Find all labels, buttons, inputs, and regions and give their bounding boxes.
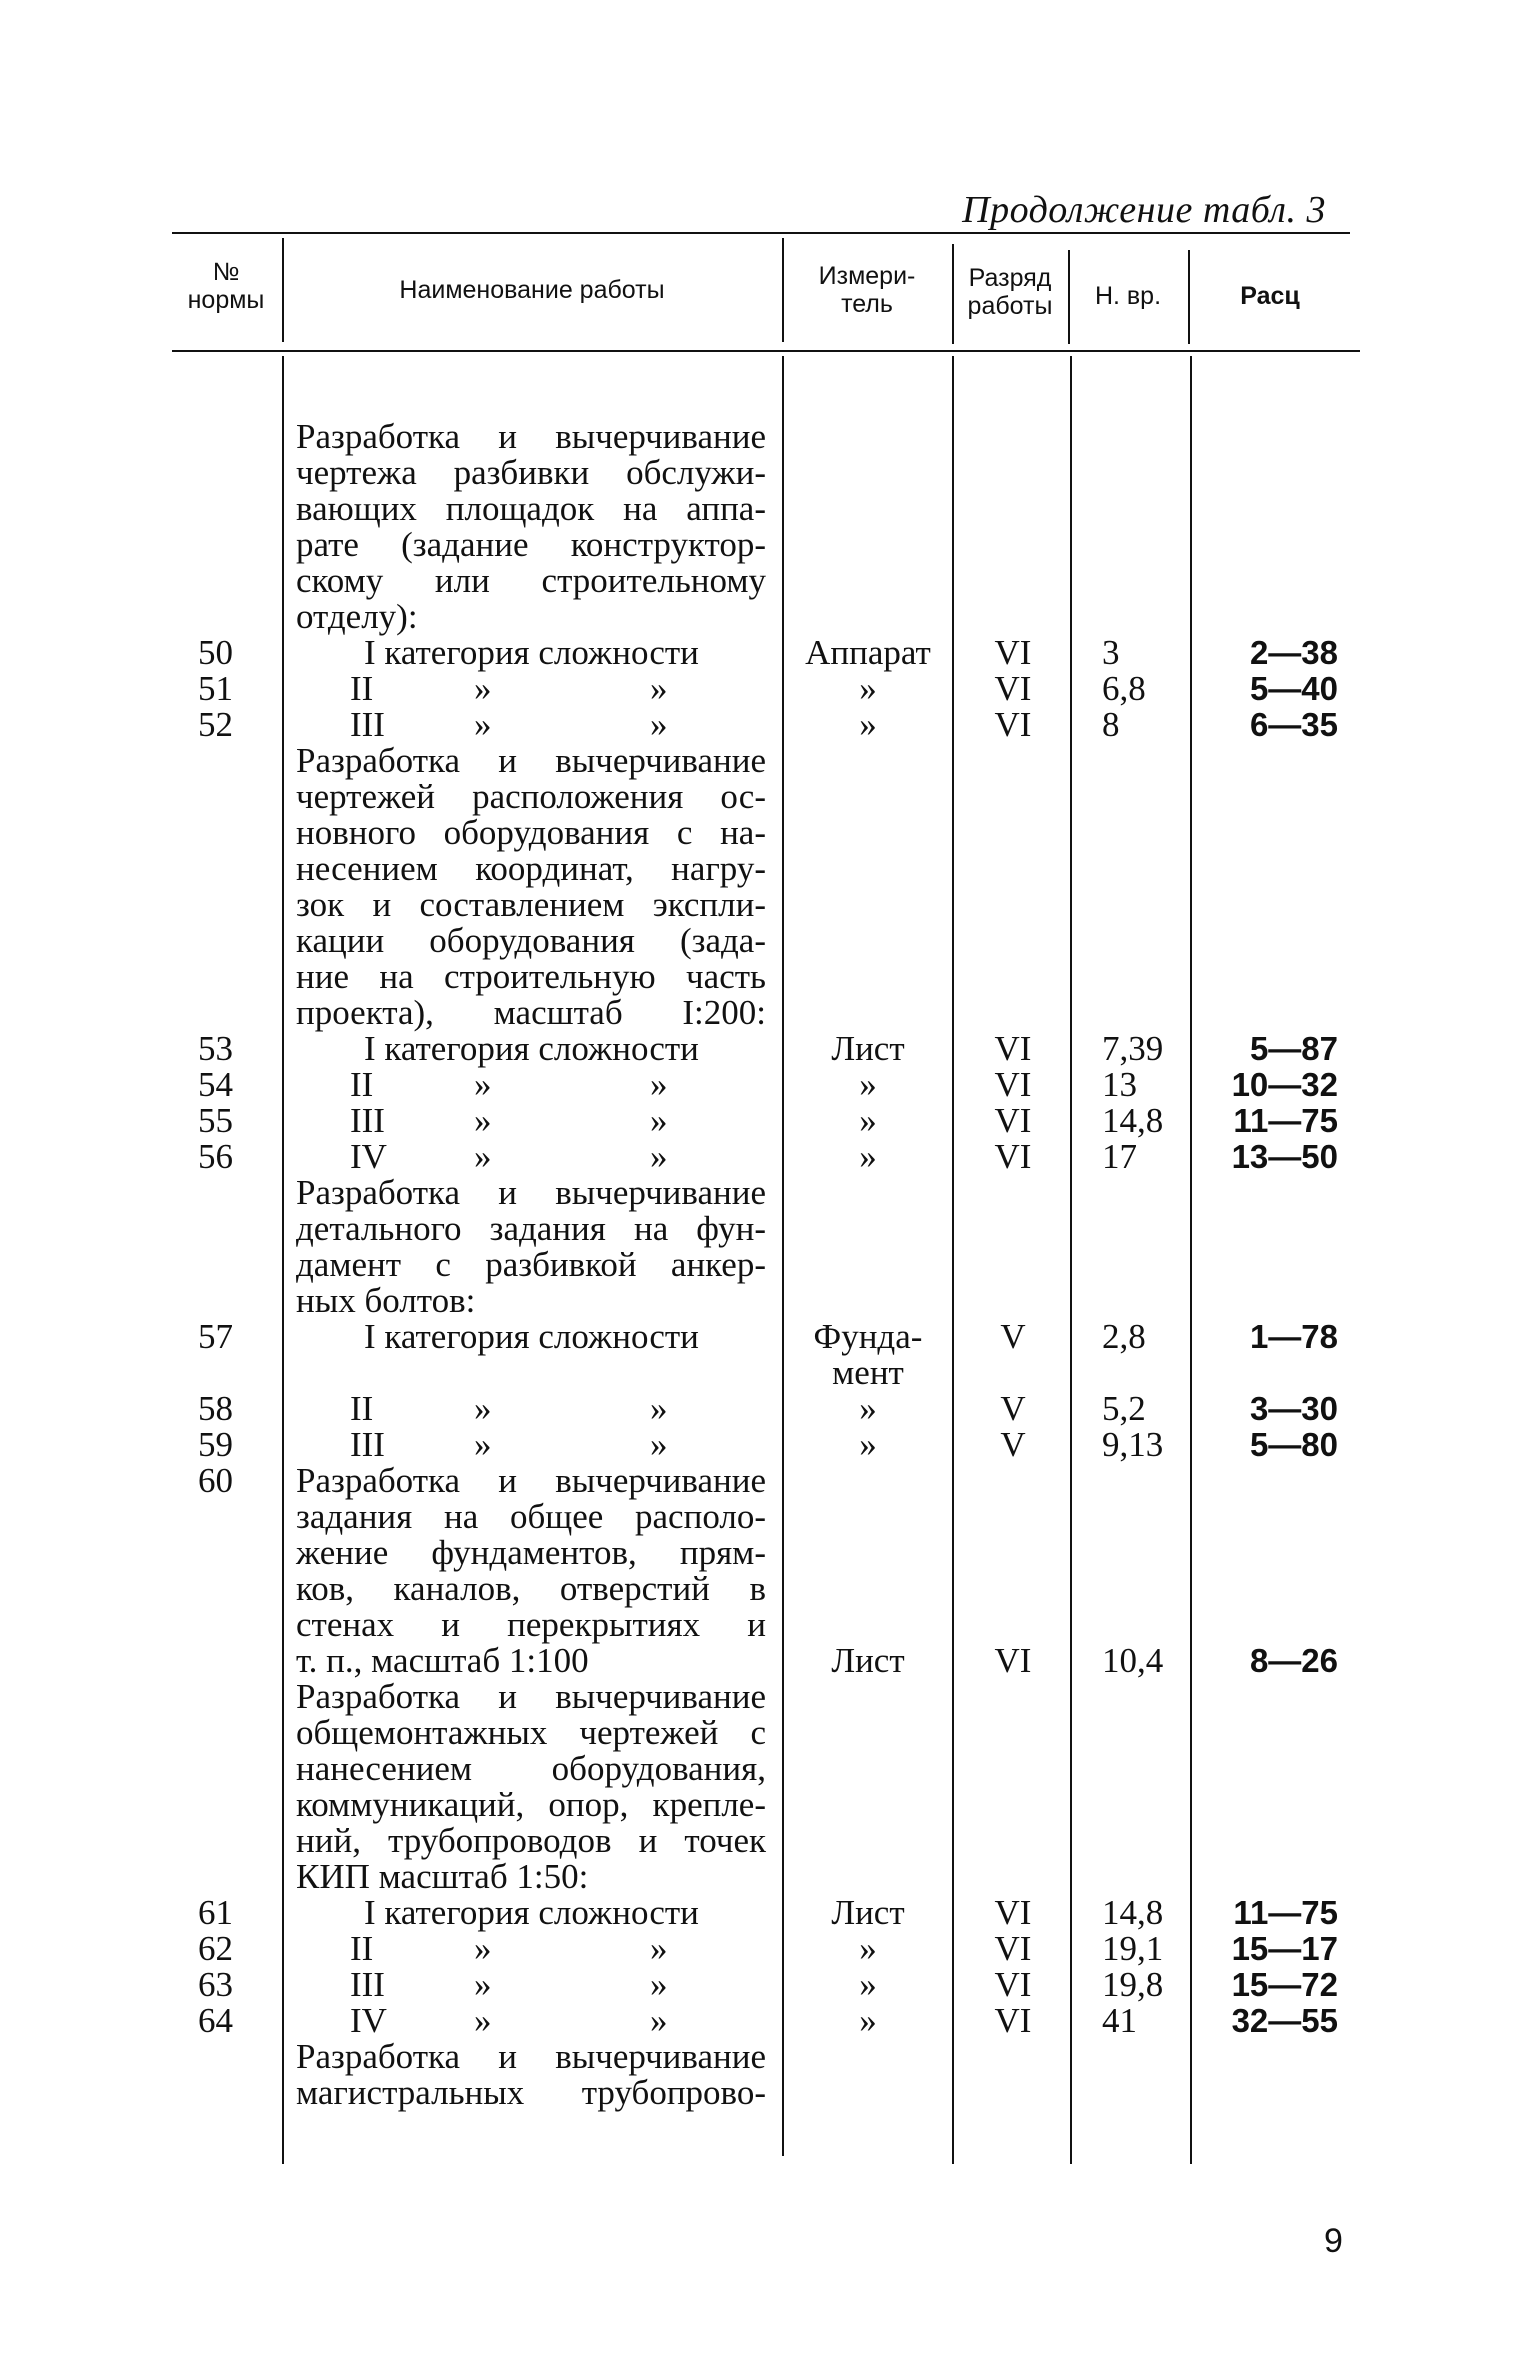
norm-number: 54 (198, 1065, 233, 1104)
table-row (0, 671, 1536, 707)
table-row (0, 1463, 1536, 1499)
ditto-mark: » (650, 2001, 668, 2040)
rate-value: 1—78 (1249, 1318, 1338, 1355)
work-description: вающих площадок на аппа- (296, 489, 766, 528)
work-description: III (350, 705, 385, 744)
rate-value: 13—50 (1231, 1138, 1338, 1175)
table-row (0, 959, 1536, 995)
norm-number: 64 (198, 2001, 233, 2040)
table-row (0, 851, 1536, 887)
rate-value: 11—75 (1233, 1894, 1338, 1931)
work-description: новного оборудования с на- (296, 813, 766, 852)
rate-value: 5—40 (1249, 670, 1338, 707)
table-row (0, 1895, 1536, 1931)
table-row (0, 1679, 1536, 1715)
work-description: ков, каналов, отверстий в (296, 1569, 766, 1608)
table-row (0, 599, 1536, 635)
work-description: III (350, 1965, 385, 2004)
header-name-text: Наименование работы (399, 276, 665, 304)
work-description: дамент с разбивкой анкер- (296, 1245, 766, 1284)
work-description: II (350, 669, 374, 708)
ditto-mark: » (474, 1389, 492, 1428)
table-row (0, 1715, 1536, 1751)
table-row (0, 1823, 1536, 1859)
table-row (0, 455, 1536, 491)
time-norm: 7,39 (1102, 1029, 1164, 1068)
work-description: IV (350, 1137, 387, 1176)
time-norm: 10,4 (1102, 1641, 1164, 1680)
header-bottom-rule (172, 350, 1360, 352)
unit-of-measure: Фунда- (813, 1317, 923, 1356)
work-description: т. п., масштаб 1:100 (296, 1641, 589, 1680)
rate-value: 8—26 (1249, 1642, 1338, 1679)
table-row (0, 1931, 1536, 1967)
work-grade: VI (994, 1965, 1032, 2004)
norm-number: 62 (198, 1929, 233, 1968)
norm-number: 60 (198, 1461, 233, 1500)
table-row (0, 1607, 1536, 1643)
unit-of-measure: » (859, 1101, 877, 1140)
work-grade: V (1000, 1425, 1026, 1464)
work-description: общемонтажных чертежей с (296, 1713, 766, 1752)
work-description: нанесением оборудования, (296, 1749, 766, 1788)
unit-of-measure: » (859, 705, 877, 744)
time-norm: 19,8 (1102, 1965, 1164, 2004)
table-row (0, 743, 1536, 779)
table-row (0, 707, 1536, 743)
ditto-mark: » (474, 669, 492, 708)
rate-value: 3—30 (1249, 1390, 1338, 1427)
norm-number: 63 (198, 1965, 233, 2004)
header-unit (784, 262, 950, 318)
work-description: зок и составлением экспли- (296, 885, 766, 924)
table-row (0, 1535, 1536, 1571)
ditto-mark: » (650, 669, 668, 708)
unit-of-measure: мент (832, 1353, 904, 1392)
work-description: коммуникаций, опор, крепле- (296, 1785, 766, 1824)
table-row (0, 1247, 1536, 1283)
table-row (0, 1175, 1536, 1211)
unit-of-measure: » (859, 2001, 877, 2040)
work-description: Разработка и вычерчивание (296, 1677, 766, 1716)
table-row (0, 563, 1536, 599)
page-number: 9 (1324, 2222, 1343, 2260)
work-description: Разработка и вычерчивание (296, 417, 766, 456)
rate-value: 32—55 (1231, 2002, 1338, 2039)
table-row (0, 1751, 1536, 1787)
work-description: ний, трубопроводов и точек (296, 1821, 766, 1860)
unit-of-measure: » (859, 1389, 877, 1428)
table-row (0, 2075, 1536, 2111)
time-norm: 17 (1102, 1137, 1137, 1176)
ditto-mark: » (474, 1101, 492, 1140)
ditto-mark: » (474, 1065, 492, 1104)
table-row (0, 1391, 1536, 1427)
work-description: ных болтов: (296, 1281, 476, 1320)
header-num-line2: нормы (187, 286, 265, 314)
work-description: II (350, 1065, 374, 1104)
work-grade: VI (994, 1065, 1032, 1104)
ditto-mark: » (474, 705, 492, 744)
header-num (172, 258, 280, 314)
time-norm: 5,2 (1102, 1389, 1146, 1428)
work-grade: VI (994, 2001, 1032, 2040)
work-description: Разработка и вычерчивание (296, 1461, 766, 1500)
table-row (0, 1139, 1536, 1175)
time-norm: 19,1 (1102, 1929, 1164, 1968)
table-row (0, 1067, 1536, 1103)
work-description: кации оборудования (зада- (296, 921, 766, 960)
work-grade: V (1000, 1317, 1026, 1356)
norm-number: 56 (198, 1137, 233, 1176)
work-description: Разработка и вычерчивание (296, 741, 766, 780)
work-description: III (350, 1101, 385, 1140)
work-description: проекта), масштаб I:200: (296, 993, 766, 1032)
work-description: задания на общее располо- (296, 1497, 766, 1536)
work-description: отделу): (296, 597, 418, 636)
norm-number: 53 (198, 1029, 233, 1068)
table-row (0, 1355, 1536, 1391)
rate-value: 2—38 (1249, 634, 1338, 671)
ditto-mark: » (650, 1137, 668, 1176)
unit-of-measure: » (859, 1065, 877, 1104)
header-nvr-text: Н. вр. (1094, 282, 1162, 310)
time-norm: 13 (1102, 1065, 1137, 1104)
ditto-mark: » (474, 1965, 492, 2004)
unit-of-measure: Лист (831, 1641, 905, 1680)
work-description: чертежа разбивки обслужи- (296, 453, 766, 492)
header-name (284, 276, 780, 304)
table-top-rule (172, 232, 1350, 234)
work-description: детального задания на фун- (296, 1209, 766, 1248)
unit-of-measure: Лист (831, 1893, 905, 1932)
work-grade: VI (994, 669, 1032, 708)
unit-of-measure: » (859, 1425, 877, 1464)
norm-number: 59 (198, 1425, 233, 1464)
table-row (0, 2003, 1536, 2039)
ditto-mark: » (650, 1065, 668, 1104)
unit-of-measure: » (859, 1965, 877, 2004)
table-caption: Продолжение табл. 3 (962, 189, 1326, 231)
unit-of-measure: » (859, 669, 877, 708)
table-row (0, 887, 1536, 923)
work-description: IV (350, 2001, 387, 2040)
table-row (0, 815, 1536, 851)
table-row (0, 419, 1536, 455)
work-description: III (350, 1425, 385, 1464)
table-row (0, 1103, 1536, 1139)
work-description: I категория сложности (364, 1893, 699, 1932)
work-description: скому или строительному (296, 561, 766, 600)
unit-of-measure: » (859, 1137, 877, 1176)
table-row (0, 1211, 1536, 1247)
work-description: КИП масштаб 1:50: (296, 1857, 589, 1896)
norm-number: 57 (198, 1317, 233, 1356)
table-row (0, 635, 1536, 671)
table-row (0, 779, 1536, 815)
header-rate-text: Расц (1240, 282, 1300, 310)
header-unit-line2: тель (841, 290, 893, 318)
ditto-mark: » (474, 1137, 492, 1176)
ditto-mark: » (650, 1425, 668, 1464)
unit-of-measure: Аппарат (805, 633, 931, 672)
time-norm: 6,8 (1102, 669, 1146, 708)
work-description: Разработка и вычерчивание (296, 1173, 766, 1212)
ditto-mark: » (650, 1965, 668, 2004)
header-rank-line1: Разряд (968, 264, 1052, 292)
norm-number: 61 (198, 1893, 233, 1932)
norm-number: 55 (198, 1101, 233, 1140)
table-row (0, 1283, 1536, 1319)
work-grade: VI (994, 705, 1032, 744)
work-description: стенах и перекрытиях и (296, 1605, 766, 1644)
work-description: магистральных трубопрово- (296, 2073, 766, 2112)
work-description: рате (задание конструктор- (296, 525, 766, 564)
table-row (0, 491, 1536, 527)
norm-number: 58 (198, 1389, 233, 1428)
table-row (0, 1967, 1536, 2003)
work-grade: VI (994, 1137, 1032, 1176)
header-rate (1190, 282, 1350, 310)
ditto-mark: » (474, 1425, 492, 1464)
work-description: II (350, 1929, 374, 1968)
table-row (0, 923, 1536, 959)
header-num-line1: № (212, 258, 240, 286)
work-grade: VI (994, 1101, 1032, 1140)
rate-value: 15—72 (1231, 1966, 1338, 2003)
header-rank (954, 264, 1066, 320)
work-description: ние на строительную часть (296, 957, 766, 996)
ditto-mark: » (474, 1929, 492, 1968)
work-grade: V (1000, 1389, 1026, 1428)
rate-value: 6—35 (1249, 706, 1338, 743)
time-norm: 14,8 (1102, 1893, 1164, 1932)
ditto-mark: » (474, 2001, 492, 2040)
rate-value: 5—87 (1249, 1030, 1338, 1067)
time-norm: 2,8 (1102, 1317, 1146, 1356)
header-nvr (1070, 282, 1186, 310)
time-norm: 8 (1102, 705, 1120, 744)
norm-number: 50 (198, 633, 233, 672)
work-description: жение фундаментов, прям- (296, 1533, 766, 1572)
table-row (0, 995, 1536, 1031)
work-description: I категория сложности (364, 1317, 699, 1356)
work-description: чертежей расположения ос- (296, 777, 766, 816)
table-row (0, 1319, 1536, 1355)
work-description: I категория сложности (364, 1029, 699, 1068)
time-norm: 3 (1102, 633, 1120, 672)
table-row (0, 1643, 1536, 1679)
table-row (0, 2039, 1536, 2075)
table-row (0, 1499, 1536, 1535)
work-grade: VI (994, 1929, 1032, 1968)
work-grade: VI (994, 1641, 1032, 1680)
header-rank-line2: работы (967, 292, 1053, 320)
table-row (0, 1571, 1536, 1607)
work-grade: VI (994, 1029, 1032, 1068)
unit-of-measure: » (859, 1929, 877, 1968)
table-row (0, 1787, 1536, 1823)
norm-number: 51 (198, 669, 233, 708)
table-row (0, 527, 1536, 563)
norm-number: 52 (198, 705, 233, 744)
table-row (0, 1859, 1536, 1895)
work-grade: VI (994, 633, 1032, 672)
unit-of-measure: Лист (831, 1029, 905, 1068)
ditto-mark: » (650, 1101, 668, 1140)
work-description: II (350, 1389, 374, 1428)
time-norm: 14,8 (1102, 1101, 1164, 1140)
rate-value: 5—80 (1249, 1426, 1338, 1463)
table-row (0, 1031, 1536, 1067)
table-row (0, 1427, 1536, 1463)
time-norm: 41 (1102, 2001, 1137, 2040)
ditto-mark: » (650, 1389, 668, 1428)
rate-value: 11—75 (1233, 1102, 1338, 1139)
ditto-mark: » (650, 1929, 668, 1968)
time-norm: 9,13 (1102, 1425, 1164, 1464)
work-description: Разработка и вычерчивание (296, 2037, 766, 2076)
header-unit-line1: Измери- (818, 262, 916, 290)
rate-value: 15—17 (1231, 1930, 1338, 1967)
work-description: несением координат, нагру- (296, 849, 766, 888)
work-description: I категория сложности (364, 633, 699, 672)
work-grade: VI (994, 1893, 1032, 1932)
rate-value: 10—32 (1231, 1066, 1338, 1103)
ditto-mark: » (650, 705, 668, 744)
